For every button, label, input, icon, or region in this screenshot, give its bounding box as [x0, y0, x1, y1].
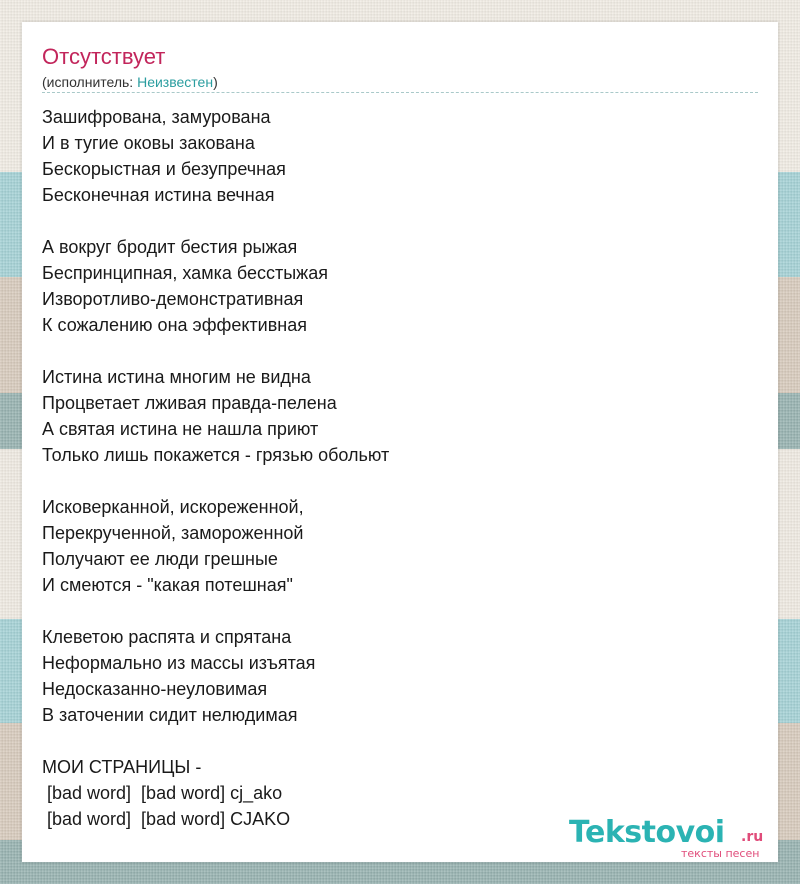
- lyric-line: А вокруг бродит бестия рыжая: [42, 237, 298, 257]
- lyric-line: МОИ СТРАНИЦЫ -: [42, 757, 202, 777]
- lyric-line: Бесконечная истина вечная: [42, 185, 275, 205]
- lyrics-text: [42, 104, 389, 858]
- lyric-line: А святая истина не нашла приют: [42, 419, 319, 439]
- lyric-line: Изворотливо-демонстративная: [42, 289, 304, 309]
- lyrics-card: [22, 22, 778, 862]
- lyric-line: В заточении сидит нелюдимая: [42, 705, 298, 725]
- lyric-line: И в тугие оковы закована: [42, 133, 255, 153]
- lyric-line: [bad word] [bad word] CJAKO: [42, 809, 291, 829]
- artist-link[interactable]: Неизвестен: [137, 74, 214, 90]
- lyric-line: И смеются - "какая потешная": [42, 575, 293, 595]
- lyric-line: Зашифрована, замурована: [42, 107, 271, 127]
- logo-name: Tekstovoi: [569, 815, 725, 850]
- artist-line: [42, 73, 218, 91]
- song-title: Отсутствует: [42, 44, 166, 69]
- lyric-line: Перекрученной, замороженной: [42, 523, 304, 543]
- lyric-line: Клеветою распята и спрятана: [42, 627, 292, 647]
- lyric-line: Получают ее люди грешные: [42, 549, 278, 569]
- title-divider: [42, 92, 758, 93]
- lyric-stanza: [42, 104, 389, 208]
- tekstovoi-logo[interactable]: [569, 816, 779, 861]
- lyric-line: Неформально из массы изъятая: [42, 653, 316, 673]
- lyric-line: Процветает лживая правда-пелена: [42, 393, 337, 413]
- lyric-stanza: [42, 494, 389, 598]
- lyric-stanza: [42, 624, 389, 728]
- logo-tagline: тексты песен: [681, 847, 760, 860]
- lyric-line: Исковерканной, искореженной,: [42, 497, 304, 517]
- lyric-line: Недосказанно-неуловимая: [42, 679, 268, 699]
- lyric-line: К сожалению она эффективная: [42, 315, 307, 335]
- logo-domain: .ru: [741, 829, 764, 845]
- artist-suffix: ): [213, 74, 218, 90]
- lyric-line: Только лишь покажется - грязью обольют: [42, 445, 390, 465]
- lyric-stanza: [42, 234, 389, 338]
- lyric-line: Бескорыстная и безупречная: [42, 159, 286, 179]
- lyric-stanza: [42, 754, 389, 832]
- artist-prefix: (исполнитель:: [42, 74, 138, 90]
- lyric-line: Беспринципная, хамка бесстыжая: [42, 263, 328, 283]
- lyric-line: [bad word] [bad word] cj_ako: [42, 783, 283, 803]
- lyric-line: Истина истина многим не видна: [42, 367, 311, 387]
- lyric-stanza: [42, 364, 389, 468]
